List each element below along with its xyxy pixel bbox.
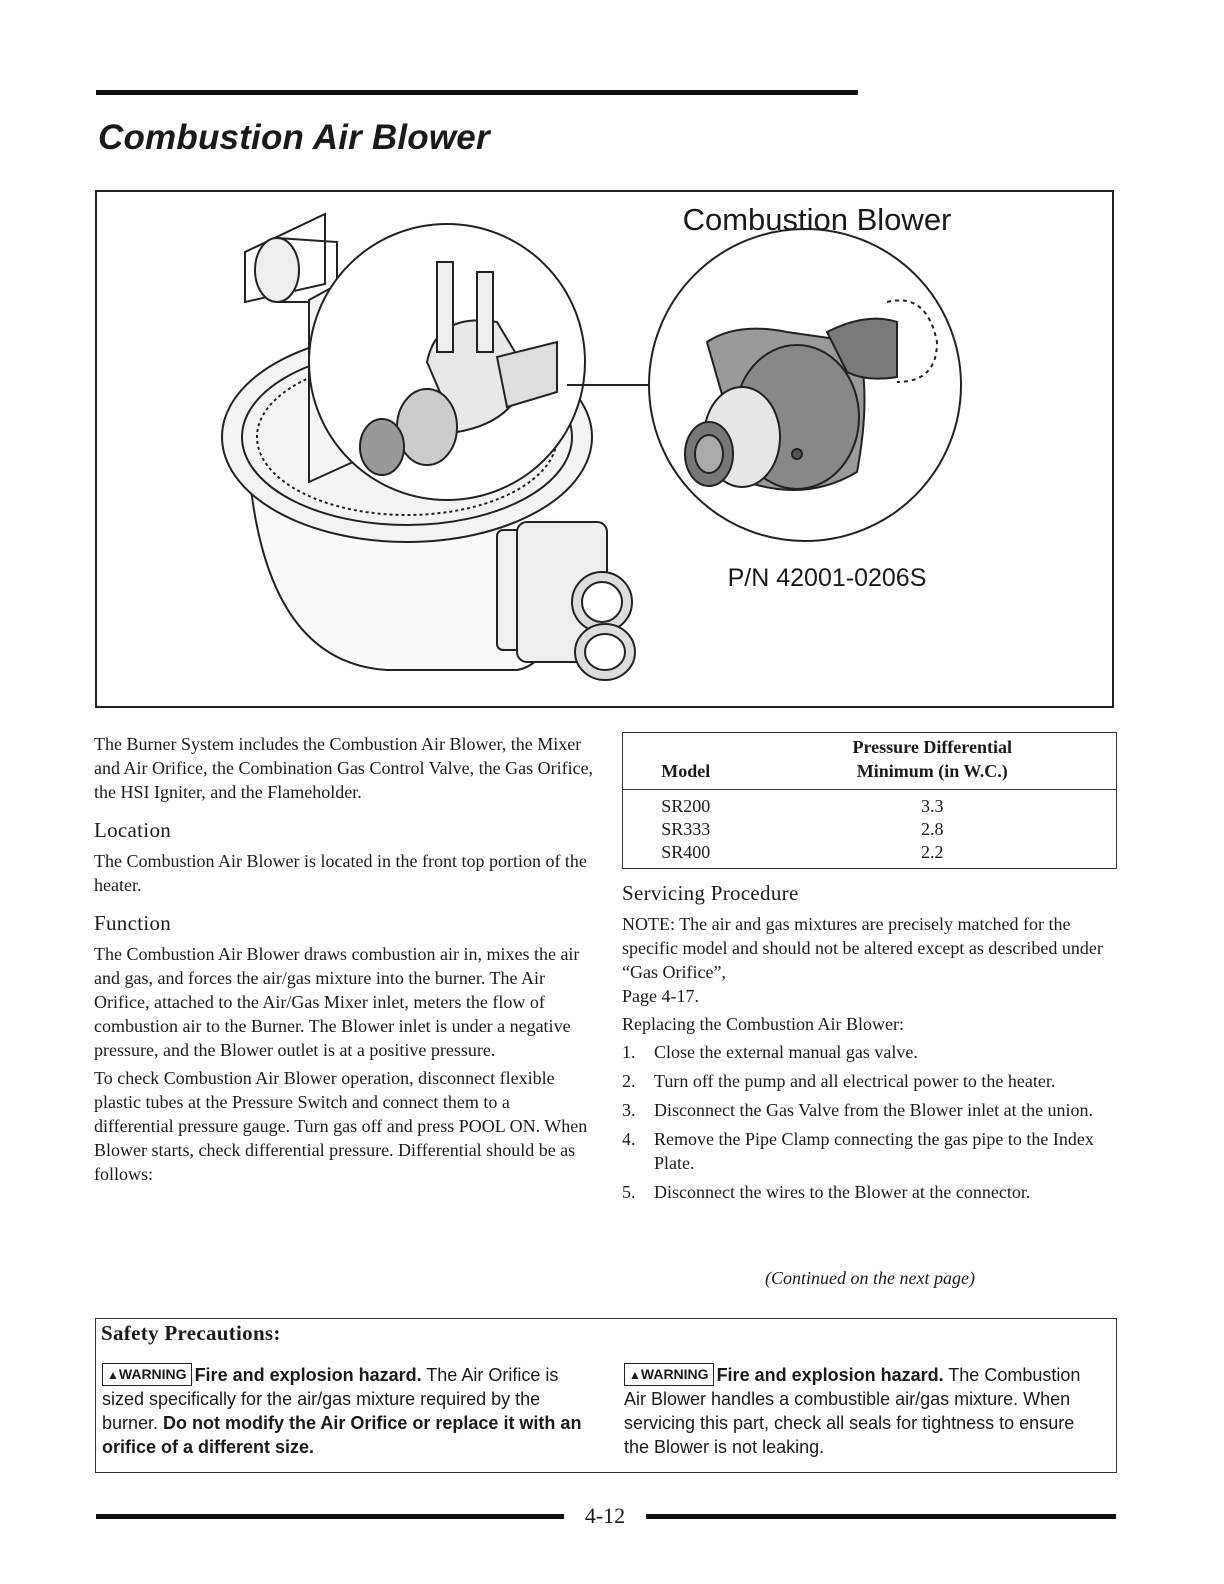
warning-left: ▲WARNING Fire and explosion hazard. The Air Orifice is sized specifically for the air/gas mixture required by the burner. Do not modify the Air Orifice or replace it with an orifice of a different size. <box>102 1365 582 1457</box>
table-row <box>623 818 1117 841</box>
table-header-pressure <box>748 733 1116 790</box>
part-number: P/N 42001-0206S <box>727 564 927 592</box>
table-cell-value: 2.2 <box>920 842 944 862</box>
function-heading: Function <box>94 911 172 935</box>
page-number: 4-12 <box>584 1503 626 1528</box>
footer-rule-right <box>646 1514 1116 1519</box>
list-item: 2. Turn off the pump and all electrical power to the heater. <box>622 1071 1056 1091</box>
location-text: The Combustion Air Blower is located in the front top portion of the heater. <box>94 851 587 895</box>
figure-box <box>95 190 1114 708</box>
servicing-heading: Servicing Procedure <box>622 881 799 905</box>
footer-rule-left <box>96 1514 564 1519</box>
table-header-pressure-line1: Pressure Differential <box>852 737 1012 757</box>
continued-note: (Continued on the next page) <box>765 1268 975 1288</box>
table-cell-value: 3.3 <box>920 796 944 816</box>
replacing-label: Replacing the Combustion Air Blower: <box>622 1014 904 1034</box>
warning-right: ▲WARNING Fire and explosion hazard. The Combustion Air Blower handles a combustible air/gas mixture. When servicing this part, check all seals for tightness to ensure the Blower is not leaking. <box>624 1365 1081 1457</box>
heater-illustration <box>97 192 1116 710</box>
top-rule <box>96 90 858 95</box>
table-cell-model: SR333 <box>661 819 711 839</box>
table-row <box>623 790 1117 819</box>
table-row <box>623 841 1117 869</box>
steps-list <box>622 1040 1117 1204</box>
list-item: 3. Disconnect the Gas Valve from the Blower inlet at the union. <box>622 1100 1094 1120</box>
table-cell-value: 2.8 <box>920 819 944 839</box>
table-cell-model: SR400 <box>661 842 711 862</box>
pressure-table <box>622 732 1117 869</box>
left-column <box>94 732 594 1186</box>
warning-badge: ▲WARNING <box>624 1363 714 1386</box>
page-title: Combustion Air Blower <box>98 118 490 157</box>
figure-caption: Combustion Blower <box>682 202 952 237</box>
servicing-note-page: Page 4-17. <box>622 986 699 1006</box>
list-item: 4. Remove the Pipe Clamp connecting the gas pipe to the Index Plate. <box>622 1129 1094 1173</box>
safety-box <box>95 1318 1117 1473</box>
safety-title: Safety Precautions: <box>101 1321 281 1345</box>
right-column <box>622 732 1117 1209</box>
table-header-model: Model <box>623 733 749 790</box>
table-header-pressure-line2: Minimum (in W.C.) <box>856 761 1008 781</box>
function-text-2: To check Combustion Air Blower operation, disconnect flexible plastic tubes at the Pressure Switch and connect them to a differential pressure gauge. Turn gas off and press POOL ON. When Blower starts, check differential pressure. Differential should be as follows: <box>94 1068 588 1184</box>
location-heading: Location <box>94 818 172 842</box>
list-item: 1. Close the external manual gas valve. <box>622 1042 918 1062</box>
list-item: 5. Disconnect the wires to the Blower at the connector. <box>622 1182 1031 1202</box>
warning-triangle-icon: ▲ <box>629 1368 641 1382</box>
warning-badge: ▲WARNING <box>102 1363 192 1386</box>
servicing-note: NOTE: The air and gas mixtures are precisely matched for the specific model and should not be altered except as described under “Gas Orifice”, <box>622 914 1103 982</box>
function-text-1: The Combustion Air Blower draws combustion air in, mixes the air and gas, and forces the air/gas mixture into the burner. The Air Orifice, attached to the Air/Gas Mixer inlet, meters the flow of combustion air to the Burner. The Blower inlet is under a negative pressure, and the Blower outlet is at a positive pressure. <box>94 944 580 1060</box>
table-cell-model: SR200 <box>661 796 711 816</box>
warning-triangle-icon: ▲ <box>107 1368 119 1382</box>
intro-paragraph: The Burner System includes the Combustion Air Blower, the Mixer and Air Orifice, the Combination Gas Control Valve, the Gas Orifice, the HSI Igniter, and the Flameholder. <box>94 734 594 802</box>
